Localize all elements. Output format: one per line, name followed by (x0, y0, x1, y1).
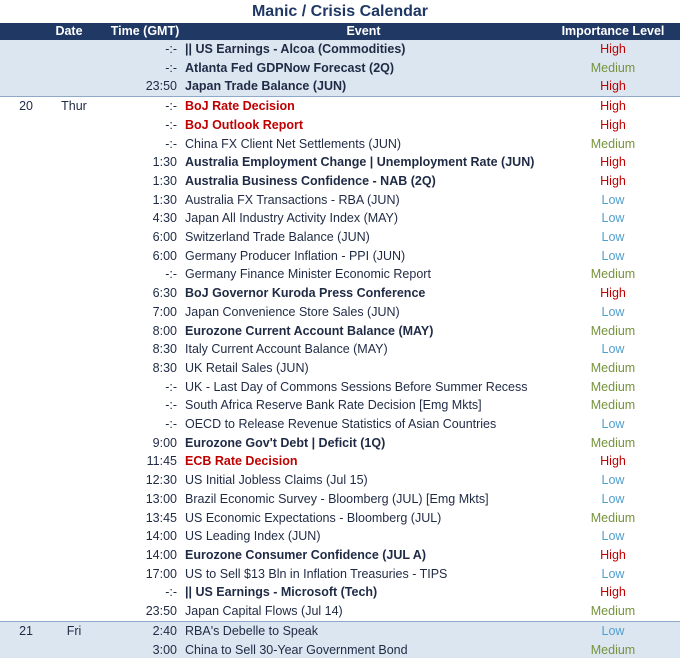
row-day (33, 378, 109, 397)
row-date (0, 359, 33, 378)
table-row (0, 303, 680, 322)
row-event: Japan Trade Balance (JUN) (185, 79, 347, 94)
row-importance: Low (601, 248, 625, 263)
row-date (0, 172, 33, 191)
table-row (0, 359, 680, 378)
row-time: 12:30 (145, 473, 177, 488)
row-time: -:- (165, 398, 177, 413)
row-time: 14:00 (145, 547, 177, 562)
row-event: || US Earnings - Microsoft (Tech) (185, 585, 378, 600)
table-row (0, 284, 680, 303)
table-row (0, 471, 680, 490)
table-row (0, 228, 680, 247)
row-importance: High (600, 117, 626, 132)
row-importance: Low (601, 342, 625, 357)
row-date (0, 303, 33, 322)
row-day (33, 583, 109, 602)
row-importance: Low (601, 473, 625, 488)
row-date (0, 59, 33, 78)
row-day (33, 191, 109, 210)
row-importance: Medium (590, 267, 636, 282)
row-time: 2:40 (109, 621, 181, 640)
row-time: 13:00 (145, 491, 177, 506)
table-row (0, 265, 680, 284)
table-row (0, 40, 680, 59)
table-row (0, 247, 680, 266)
row-time: 8:00 (152, 323, 177, 338)
row-event: US Leading Index (JUN) (185, 529, 321, 544)
row-date (0, 247, 33, 266)
row-time: 6:30 (152, 286, 177, 301)
row-time: 1:30 (152, 173, 177, 188)
row-importance: Low (601, 491, 625, 506)
row-event: OECD to Release Revenue Statistics of Asian Countries (185, 417, 497, 432)
row-event: ECB Rate Decision (185, 454, 298, 469)
row-event: BoJ Rate Decision (181, 97, 546, 116)
table-row (0, 415, 680, 434)
row-time: -:- (165, 267, 177, 282)
row-day (33, 303, 109, 322)
row-day (33, 40, 109, 59)
row-event: US to Sell $13 Bln in Inflation Treasuries - TIPS (185, 566, 448, 581)
row-time: 6:00 (152, 230, 177, 245)
table-row (0, 565, 680, 584)
row-importance: High (600, 286, 626, 301)
row-date (0, 602, 33, 621)
table-row (0, 396, 680, 415)
row-date (0, 641, 33, 658)
row-date: 21 (0, 621, 33, 640)
row-day (33, 116, 109, 135)
row-importance: High (600, 42, 626, 56)
row-date (0, 340, 33, 359)
row-time: 3:00 (152, 642, 177, 657)
row-event: Eurozone Gov't Debt | Deficit (1Q) (185, 435, 386, 450)
row-event: Australia FX Transactions - RBA (JUN) (185, 192, 400, 207)
row-importance: Low (601, 211, 625, 226)
row-date (0, 527, 33, 546)
row-date (0, 135, 33, 154)
row-date (0, 471, 33, 490)
row-date: 20 (0, 97, 33, 116)
row-event: US Economic Expectations - Bloomberg (JUL) (185, 510, 442, 525)
row-event: US Initial Jobless Claims (Jul 15) (185, 473, 368, 488)
row-time: -:- (165, 42, 177, 56)
table-row (0, 116, 680, 135)
row-time: 11:45 (146, 454, 177, 469)
row-importance: Low (601, 417, 625, 432)
row-event: Brazil Economic Survey - Bloomberg (JUL) [Emg Mkts] (185, 491, 489, 506)
event-column-header: Event (346, 24, 381, 38)
row-importance: Medium (590, 323, 636, 338)
row-day (33, 135, 109, 154)
row-day (33, 602, 109, 621)
row-time: -:- (165, 60, 177, 75)
row-day (33, 641, 109, 658)
row-time: 1:30 (152, 155, 177, 170)
row-day (33, 490, 109, 509)
row-event: Germany Finance Minister Economic Report (185, 267, 431, 282)
row-event: Japan Convenience Store Sales (JUN) (185, 304, 400, 319)
calendar-table (0, 23, 680, 658)
row-time: -:- (165, 136, 177, 151)
row-date (0, 322, 33, 341)
row-day: Thur (33, 97, 109, 116)
row-date (0, 415, 33, 434)
row-importance: High (600, 173, 626, 188)
row-day (33, 247, 109, 266)
table-row (0, 641, 680, 658)
row-day (33, 415, 109, 434)
row-time: 9:00 (152, 435, 177, 450)
row-importance: High (600, 454, 626, 469)
time-column-header: Time (GMT) (110, 24, 180, 38)
row-date (0, 434, 33, 453)
row-day (33, 77, 109, 96)
row-day (33, 396, 109, 415)
row-day (33, 172, 109, 191)
row-date (0, 116, 33, 135)
row-importance: Low (601, 304, 625, 319)
row-time: 6:00 (152, 248, 177, 263)
row-day (33, 452, 109, 471)
row-event: Australia Business Confidence - NAB (2Q) (185, 173, 436, 188)
row-day (33, 546, 109, 565)
row-time: 4:30 (152, 211, 177, 226)
row-date (0, 583, 33, 602)
row-event: Eurozone Consumer Confidence (JUL A) (185, 547, 426, 562)
row-importance: Low (601, 192, 625, 207)
table-row (0, 322, 680, 341)
row-time: 23:50 (145, 79, 177, 94)
row-importance: Medium (590, 604, 636, 619)
table-row (0, 527, 680, 546)
row-event: BoJ Outlook Report (185, 117, 304, 132)
row-time: 23:50 (145, 604, 177, 619)
table-row (0, 97, 680, 116)
row-time: -:- (165, 379, 177, 394)
row-time: 7:00 (152, 304, 177, 319)
importance-column-header: Importance Level (561, 24, 665, 38)
row-time: 8:30 (152, 342, 177, 357)
row-importance: Low (546, 621, 680, 640)
row-importance: Medium (590, 379, 636, 394)
row-day (33, 509, 109, 528)
row-day (33, 153, 109, 172)
table-row (0, 602, 680, 621)
table-row (0, 452, 680, 471)
row-event: BoJ Governor Kuroda Press Conference (185, 286, 426, 301)
row-date (0, 265, 33, 284)
row-importance: Medium (590, 360, 636, 375)
row-date (0, 191, 33, 210)
row-importance: Medium (590, 60, 636, 75)
header-row (0, 23, 680, 40)
row-day (33, 265, 109, 284)
row-time: 17:00 (145, 566, 177, 581)
row-time: 14:00 (145, 529, 177, 544)
row-date (0, 452, 33, 471)
table-row (0, 172, 680, 191)
table-row (0, 135, 680, 154)
row-importance: Low (601, 529, 625, 544)
row-importance: Low (601, 230, 625, 245)
row-day (33, 471, 109, 490)
row-event: Germany Producer Inflation - PPI (JUN) (185, 248, 406, 263)
row-importance: High (600, 585, 626, 600)
table-row (0, 490, 680, 509)
table-row (0, 340, 680, 359)
row-day (33, 527, 109, 546)
row-time: 1:30 (152, 192, 177, 207)
row-event: China FX Client Net Settlements (JUN) (185, 136, 402, 151)
table-row (0, 378, 680, 397)
row-date (0, 396, 33, 415)
row-day: Fri (33, 621, 109, 640)
row-time: 8:30 (152, 360, 177, 375)
row-event: Eurozone Current Account Balance (MAY) (185, 323, 434, 338)
row-event: || US Earnings - Alcoa (Commodities) (185, 42, 406, 56)
row-event: Japan All Industry Activity Index (MAY) (185, 211, 399, 226)
row-importance: High (546, 97, 680, 116)
table-row (0, 153, 680, 172)
row-importance: Medium (590, 136, 636, 151)
row-time: -:- (165, 585, 177, 600)
row-event: China to Sell 30-Year Government Bond (185, 642, 408, 657)
row-day (33, 434, 109, 453)
row-day (33, 340, 109, 359)
row-time: 13:45 (145, 510, 177, 525)
row-date (0, 546, 33, 565)
row-importance: High (600, 155, 626, 170)
table-row (0, 583, 680, 602)
row-event: Italy Current Account Balance (MAY) (185, 342, 388, 357)
row-date (0, 378, 33, 397)
row-event: UK Retail Sales (JUN) (185, 360, 309, 375)
row-date (0, 209, 33, 228)
row-date (0, 490, 33, 509)
row-importance: High (600, 547, 626, 562)
row-day (33, 565, 109, 584)
table-row (0, 546, 680, 565)
row-importance: Low (601, 566, 625, 581)
calendar-rows (0, 40, 680, 658)
date-column-header: Date (55, 24, 83, 38)
table-row (0, 77, 680, 96)
row-importance: High (600, 79, 626, 94)
table-row (0, 434, 680, 453)
row-event: Atlanta Fed GDPNow Forecast (2Q) (185, 60, 395, 75)
row-event: Australia Employment Change | Unemployment Rate (JUN) (185, 155, 535, 170)
table-row (0, 509, 680, 528)
row-day (33, 322, 109, 341)
row-time: -:- (109, 97, 181, 116)
row-day (33, 209, 109, 228)
row-event: RBA's Debelle to Speak (181, 621, 546, 640)
row-importance: Medium (590, 510, 636, 525)
row-day (33, 284, 109, 303)
row-importance: Medium (590, 642, 636, 657)
row-day (33, 59, 109, 78)
row-time: -:- (165, 417, 177, 432)
row-date (0, 565, 33, 584)
row-event: Switzerland Trade Balance (JUN) (185, 230, 370, 245)
row-date (0, 228, 33, 247)
table-row (0, 209, 680, 228)
row-day (33, 228, 109, 247)
row-day (33, 359, 109, 378)
row-date (0, 509, 33, 528)
row-date (0, 77, 33, 96)
row-importance: Medium (590, 435, 636, 450)
row-date (0, 153, 33, 172)
table-row (0, 621, 680, 640)
row-time: -:- (165, 117, 177, 132)
row-date (0, 40, 33, 59)
row-date (0, 284, 33, 303)
calendar-title: Manic / Crisis Calendar (251, 3, 429, 20)
row-event: Japan Capital Flows (Jul 14) (185, 604, 343, 619)
table-row (0, 191, 680, 210)
row-event: UK - Last Day of Commons Sessions Before Summer Recess (185, 379, 528, 394)
row-importance: Medium (590, 398, 636, 413)
row-event: South Africa Reserve Bank Rate Decision [Emg Mkts] (185, 398, 482, 413)
table-row (0, 59, 680, 78)
